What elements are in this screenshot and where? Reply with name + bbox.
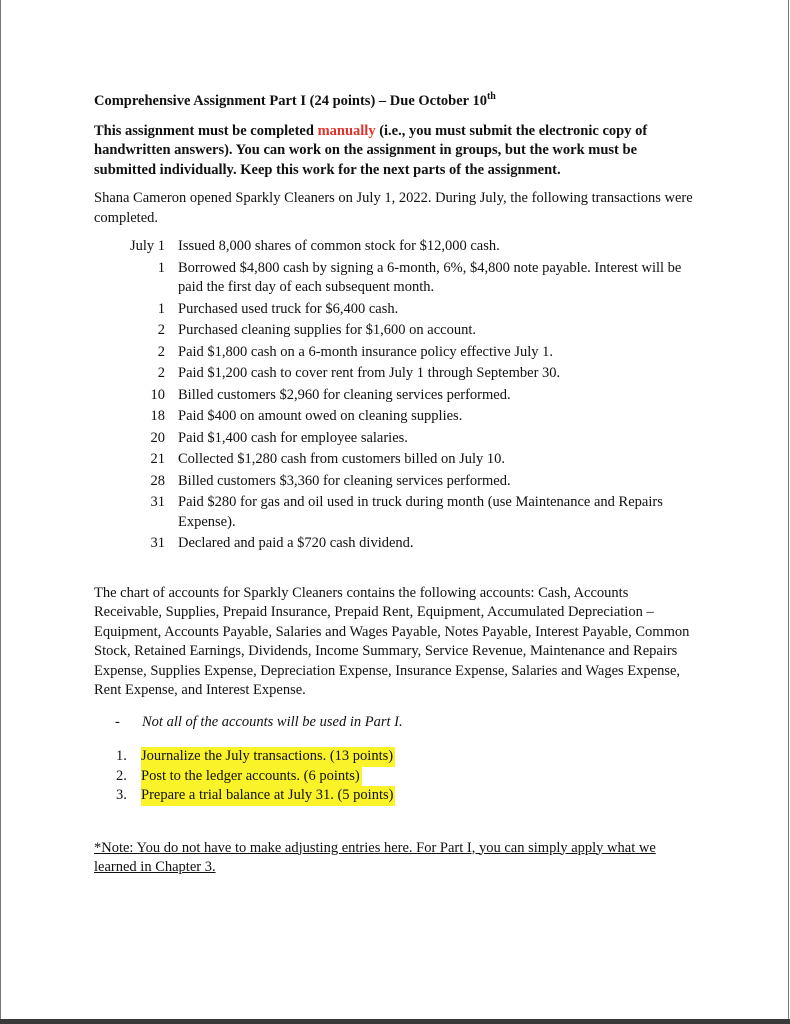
assignment-instructions bbox=[94, 122, 694, 181]
bullet-dash: - bbox=[115, 713, 120, 730]
transaction-date: 2 bbox=[157, 365, 165, 381]
transaction-row bbox=[113, 386, 694, 406]
transaction-date: 1 bbox=[157, 300, 165, 317]
title-superscript: th bbox=[486, 91, 496, 103]
transaction-text: Borrowed $4,800 cash by signing a 6-month, 6%, $4,800 note payable. Interest will be paid the first day of each subsequent month. bbox=[178, 259, 682, 295]
transaction-row bbox=[113, 472, 694, 492]
transaction-text: Paid $1,200 cash to cover rent from July 1 through September 30. bbox=[178, 365, 561, 381]
page-border-right bbox=[788, 0, 789, 1020]
transaction-row bbox=[113, 259, 694, 298]
transaction-date: 18 bbox=[150, 408, 165, 424]
transaction-date: 20 bbox=[150, 429, 165, 446]
transaction-row bbox=[113, 493, 694, 532]
transaction-row bbox=[113, 237, 694, 257]
intro-paragraph: Shana Cameron opened Sparkly Cleaners on July 1, 2022. During July, the following transactions were completed. bbox=[94, 190, 693, 226]
transaction-text: Declared and paid a $720 cash dividend. bbox=[178, 535, 414, 551]
task-item bbox=[116, 747, 694, 767]
note-bullet-item bbox=[115, 713, 694, 733]
note-text: Not all of the accounts will be used in Part I. bbox=[142, 713, 403, 730]
transaction-date: 31 bbox=[150, 535, 165, 551]
transaction-row bbox=[113, 407, 694, 427]
task-number: 1. bbox=[116, 748, 127, 764]
assignment-title-text: Comprehensive Assignment Part I (24 points) – Due October 10 bbox=[94, 93, 487, 109]
transaction-text: Collected $1,280 cash from customers billed on July 10. bbox=[178, 451, 506, 467]
task-text: Post to the ledger accounts. (6 points) bbox=[141, 767, 362, 787]
transaction-date: 21 bbox=[150, 451, 165, 467]
transaction-list bbox=[113, 237, 694, 554]
task-item bbox=[116, 786, 694, 806]
chart-of-accounts-paragraph: The chart of accounts for Sparkly Cleaners contains the following accounts: Cash, Accounts Receivable, Supplies, Prepaid Insurance, Prepaid Rent, Equipment, Accumulated Depreciation – Equipment, Accounts Payable, Salaries and Wages Payable, Notes Payable, Interest Payable, Common Stock, Retained Earnings, Dividends, Income Summary, Service Revenue, Maintenance and Repairs Expense, Supplies Expense, Depreciation Expense, Insurance Expense, Salaries and Wages Expense, Rent Expense, and Interest Expense. bbox=[94, 584, 690, 698]
transaction-row bbox=[113, 429, 694, 449]
instructions-before: This assignment must be completed bbox=[94, 122, 318, 139]
transaction-row bbox=[113, 534, 694, 554]
transaction-text: Paid $1,800 cash on a 6-month insurance policy effective July 1. bbox=[178, 343, 554, 360]
task-text: Prepare a trial balance at July 31. (5 points) bbox=[141, 786, 395, 806]
page-bottom-bar bbox=[0, 1019, 790, 1024]
transaction-date: 31 bbox=[150, 494, 165, 510]
footnote: *Note: You do not have to make adjusting entries here. For Part I, you can simply apply what we learned in Chapter 3. bbox=[94, 839, 656, 875]
transaction-text: Paid $280 for gas and oil used in truck during month (use Maintenance and Repairs Expense). bbox=[178, 494, 663, 530]
document-page bbox=[94, 92, 694, 878]
transaction-date: 28 bbox=[150, 472, 165, 489]
transaction-text: Purchased used truck for $6,400 cash. bbox=[178, 300, 399, 317]
task-text: Journalize the July transactions. (13 points) bbox=[141, 747, 395, 767]
page-border-left bbox=[0, 0, 1, 1024]
transaction-row bbox=[113, 450, 694, 470]
transaction-text: Purchased cleaning supplies for $1,600 on account. bbox=[178, 322, 476, 338]
task-number: 3. bbox=[116, 787, 127, 803]
assignment-title bbox=[94, 92, 694, 112]
transaction-text: Paid $1,400 cash for employee salaries. bbox=[178, 429, 408, 446]
transaction-row bbox=[113, 300, 694, 320]
instructions-manually: manually bbox=[317, 122, 376, 139]
transaction-row bbox=[113, 364, 694, 384]
transaction-text: Paid $400 on amount owed on cleaning supplies. bbox=[178, 408, 463, 424]
transaction-date: 2 bbox=[157, 343, 165, 360]
task-list bbox=[116, 747, 694, 806]
transaction-row bbox=[113, 321, 694, 341]
transaction-text: Issued 8,000 shares of common stock for $12,000 cash. bbox=[178, 238, 500, 254]
transaction-date: 10 bbox=[150, 386, 165, 403]
transaction-date: July 1 bbox=[129, 238, 165, 254]
transaction-text: Billed customers $3,360 for cleaning services performed. bbox=[178, 472, 511, 489]
transaction-row bbox=[113, 343, 694, 363]
task-number: 2. bbox=[116, 767, 127, 784]
transaction-text: Billed customers $2,960 for cleaning services performed. bbox=[178, 386, 511, 403]
transaction-date: 2 bbox=[157, 322, 165, 338]
task-item bbox=[116, 767, 694, 787]
transaction-date: 1 bbox=[157, 259, 165, 276]
instructions-after: (i.e., you must submit the electronic copy of handwritten answers). You can work on the assignment in groups, but the work must be submitted individually. Keep this work for the next parts of the assignment. bbox=[94, 122, 648, 178]
